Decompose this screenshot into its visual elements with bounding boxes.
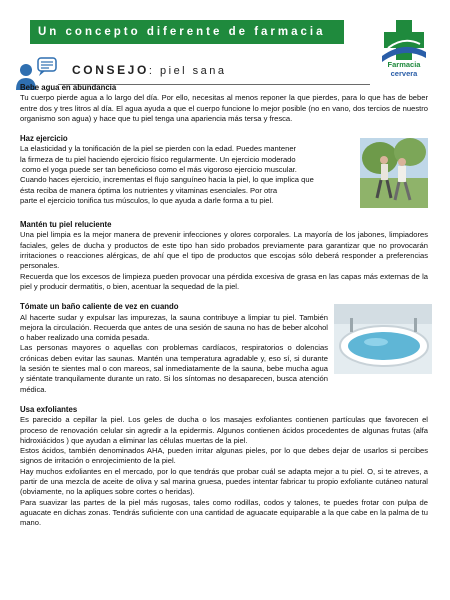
- section-title: Bebe agua en abundancia: [20, 83, 117, 92]
- section-title: Usa exfoliantes: [20, 404, 78, 414]
- logo-name: Farmacia: [387, 60, 421, 69]
- paragraph-line: Cuando haces ejercicio, incrementas el flujo sanguíneo hacia la piel, lo que implica que: [20, 175, 314, 185]
- paragraph-line: como el yoga puede ser tan beneficioso como el más vigoroso ejercicio muscular.: [20, 165, 297, 175]
- paragraph: Estos ácidos, también denominados AHA, pueden irritar algunas pieles, por lo que debes dejar de usarlos si percibes signos de irritación o enrojecimiento de la piel.: [20, 446, 428, 466]
- section-title: Tómate un baño caliente de vez en cuando: [20, 302, 179, 312]
- paragraph: Las personas mayores o aquellas con problemas cardíacos, respiratorios o dolencias crónicas deben evitar las saunas. Mantén una temperatura agradable y, eso sí, si durante la sesión te sientes mal o con mareos, sal inmediatamente de la sauna, bebe mucha agua y siéntate tranquilamente durante un rato. Si los síntomas no desaparecen, busca atención médica.: [20, 343, 328, 394]
- section-title: Haz ejercicio: [20, 134, 68, 144]
- top-banner: [30, 20, 344, 44]
- title-light: : piel sana: [148, 65, 227, 77]
- spa-bath-photo: [334, 304, 432, 374]
- article-body: [20, 83, 428, 529]
- page-title: [72, 63, 227, 77]
- paragraph: Tu cuerpo pierde agua a lo largo del día. Por ello, necesitas al menos reponer la que pierdes, para lo que has de beber entre dos y tres litros al día. El agua ayuda a que el cuerpo funcione lo mejor posible (no en vano, dos tercios de nuestro organismo son agua) y hace que tu piel tenga una apariencia más tersa y fresca.: [20, 93, 428, 123]
- paragraph: Al hacerte sudar y expulsar las impurezas, la sauna contribuye a limpiar tu piel. También mejora la circulación. Recuerda que antes de una sesión de sauna no has de beber alcohol o haber realizado una comida pesada.: [20, 312, 328, 343]
- banner-text: Un concepto diferente de farmacia: [38, 26, 326, 38]
- paragraph: Hay muchos exfoliantes en el mercado, por lo que tendrás que probar cuál se adapta mejor a tu piel. O, si te atreves, a partir de una mezcla de aceite de oliva y sal marina gruesa, puedes intentar fabricar tu propio exfoliante cutáneo natural (obviamente, no la apliques sobre cortes o heridas).: [20, 466, 428, 497]
- title-strong: CONSEJO: [72, 63, 149, 77]
- paragraph: Recuerda que los excesos de limpieza pueden provocar una pérdida excesiva de grasa en las capas más externas de la piel y producir dermatitis, o bien, acentuar la sequedad de la piel.: [20, 271, 428, 291]
- paragraph-line: parte el ejercicio tonifica tus músculos, lo que ayuda a darle forma a tu piel.: [20, 195, 274, 205]
- paragraph-line: la firmeza de tu piel haciendo ejercicio físico regularmente. Un ejercicio moderado: [20, 154, 296, 164]
- paragraph-line: ésta reciba de manera óptima los nutrientes y vitaminas esenciales. Por otra: [20, 185, 278, 195]
- paragraph: Es parecido a cepillar la piel. Los geles de ducha o los masajes exfoliantes contienen partículas que favorecen el proceso de renovación celular sin agredir a la epidermis. Algunos contienen ácidos procedentes de algunas frutas (alfa hidroxiácidos ) que ayudan a eliminar las células muertas de la piel.: [20, 415, 428, 445]
- paragraph-line: La elasticidad y la tonificación de la piel se pierden con la edad. Puedes mantener: [20, 144, 297, 154]
- logo-subname: cervera: [390, 69, 418, 78]
- paragraph: Una piel limpia es la mejor manera de prevenir infecciones y olores corporales. La mayoría de los jabones, limpiadores faciales, geles de ducha y productos de este tipo han sido probados previamente para garantizar que no provocarán irritaciones o reacciones alérgicas, de ahí que el tipo de productos que escojas sólo deberá responder a preferencias personales.: [20, 230, 428, 271]
- section-title: Mantén tu piel reluciente: [20, 220, 112, 230]
- walking-couple-photo: [360, 138, 428, 208]
- logo-text: [372, 60, 436, 78]
- paragraph: Para suavizar las partes de la piel más rugosas, tales como rodillas, codos y talones, te puedes frotar con pulpa de aguacate en dichas zonas. Tendrás suficiente con una cantidad de aguacate equiparable a la que cabe en la palma de tu mano.: [20, 497, 428, 528]
